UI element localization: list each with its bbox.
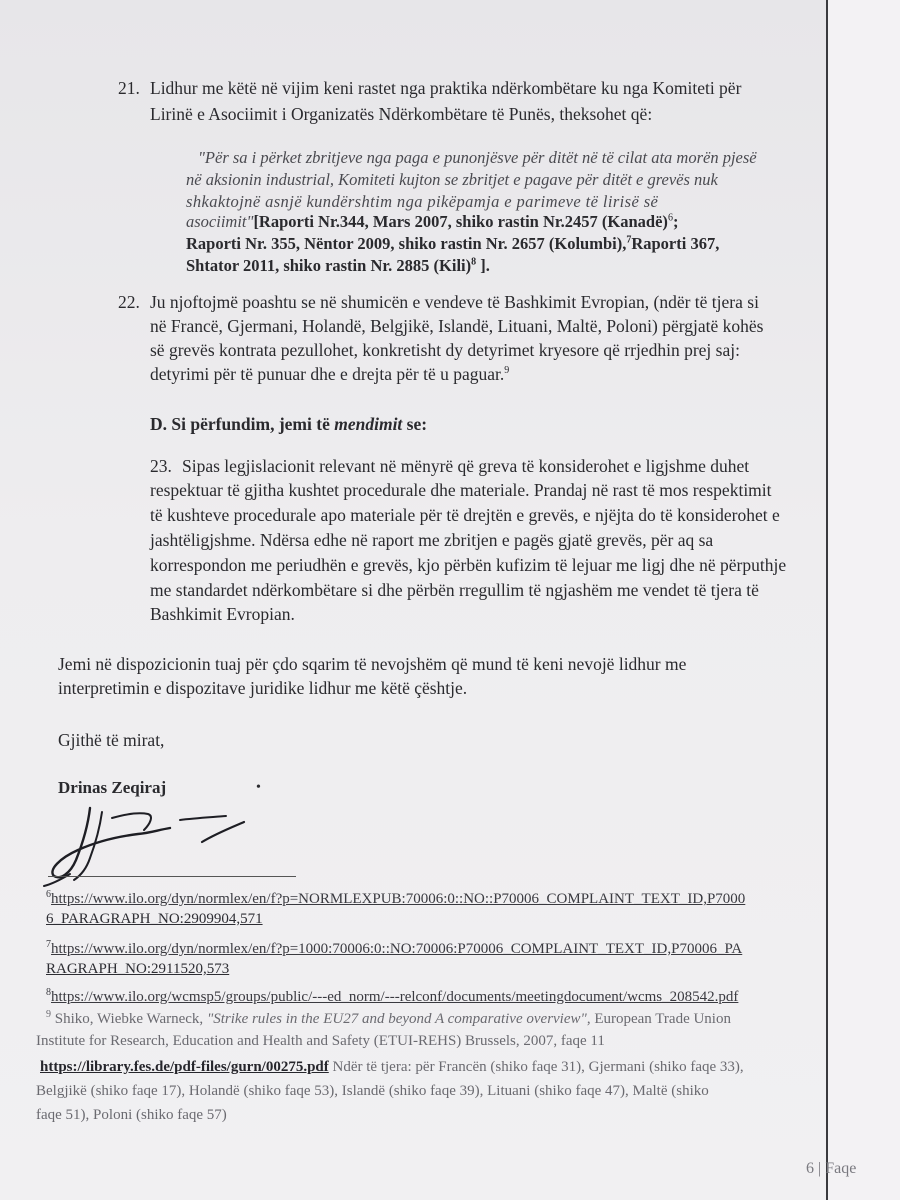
- conclusion-heading-prefix: D. Si përfundim, jemi të: [150, 414, 335, 434]
- paragraph-21-line-2: Lirinë e Asociimit i Organizatës Ndërkombëtare të Punës, theksohet që:: [150, 104, 653, 124]
- quote-line-5: [186, 234, 719, 254]
- footnote-9-marker: 9: [46, 1009, 51, 1020]
- footnote-7-line-2[interactable]: RAGRAPH_NO:2911520,573: [46, 961, 230, 977]
- paragraph-23-line-1: Sipas legjislacionit relevant në mënyrë që greva të konsiderohet e ligjshme duhet: [182, 456, 750, 476]
- dot-mark: •: [256, 780, 261, 795]
- quote-line-1: "Për sa i përket zbritjeve nga paga e punonjësve për ditët në të cilat ata morën pjesë: [198, 148, 757, 167]
- paragraph-23-line-7: Bashkimit Evropian.: [150, 604, 295, 624]
- footnote-7-marker: 7: [46, 939, 51, 950]
- paragraph-23-line-6: me standardet ndërkombëtare si dhe përbën rregullim të ngjashëm me vendet të tjera të: [150, 580, 759, 600]
- footnote-9-line-5: faqe 51), Poloni (shiko faqe 57): [36, 1107, 227, 1123]
- paragraph-23-line-4: jashtëligjshme. Ndërsa edhe në raport me zbritjen e pagës gjatë grevës, për aq sa: [150, 530, 714, 550]
- paragraph-23-line-3: të kushteve procedurale apo materiale për të drejtën e grevës, e njëjta do të konsiderohet e: [150, 505, 780, 525]
- footnote-6-marker: 6: [46, 889, 51, 900]
- footnote-9-link[interactable]: https://library.fes.de/pdf-files/gurn/00275.pdf: [40, 1059, 329, 1075]
- paragraph-22-line-4-text: detyrimi për të punuar dhe e drejta për të u paguar.: [150, 364, 505, 384]
- footnote-8-link[interactable]: https://www.ilo.org/wcmsp5/groups/public/---ed_norm/---relconf/documents/meetingdocument/wcms_208542.pdf: [51, 989, 739, 1005]
- footnote-ref-7[interactable]: 7: [626, 234, 632, 246]
- conclusion-heading: [150, 414, 427, 435]
- footnote-8-marker: 8: [46, 987, 51, 998]
- report-367-citation: Shtator 2011, shiko rastin Nr. 2885 (Kili): [186, 256, 472, 275]
- footnote-9-text: Shiko, Wiebke Warneck,: [51, 1011, 207, 1027]
- quote-line-4: [186, 212, 678, 232]
- page-number: 6 | Faqe: [806, 1160, 857, 1177]
- footnote-separator: [48, 876, 296, 877]
- footnote-ref-6[interactable]: 6: [667, 212, 673, 224]
- footnote-9-line-3: [40, 1058, 744, 1076]
- quote-line-6: [186, 256, 490, 276]
- quote-line-4-italic: asociimit": [186, 212, 254, 231]
- conclusion-heading-suffix: se:: [402, 414, 428, 434]
- footnote-7-line-1[interactable]: [46, 940, 742, 958]
- quote-line-4-end: ;: [672, 212, 679, 231]
- paragraph-21-line-1: Lidhur me këtë në vijim keni rastet nga praktika ndërkombëtare ku nga Komiteti për: [150, 78, 742, 98]
- report-344-citation: [Raporti Nr.344, Mars 2007, shiko rastin Nr.2457 (Kanadë): [253, 212, 668, 231]
- footnote-6-line-2[interactable]: 6_PARAGRAPH_NO:2909904,571: [46, 911, 263, 927]
- conclusion-heading-italic: mendimit: [334, 414, 403, 434]
- paragraph-22-line-3: së grevës kontrata pezullohet, konkretisht dy detyrimet kryesore që rrjedhin prej saj:: [150, 340, 740, 360]
- footnote-ref-9[interactable]: 9: [504, 365, 510, 377]
- quote-line-6-end: ].: [476, 256, 490, 275]
- footnote-8-line-1[interactable]: [46, 988, 738, 1006]
- footnote-9-line-3-text: Ndër të tjera: për Francën (shiko faqe 31), Gjermani (shiko faqe 33),: [328, 1059, 744, 1075]
- report-355-citation: Raporti Nr. 355, Nëntor 2009, shiko rastin Nr. 2657 (Kolumbi),: [186, 234, 627, 253]
- footnote-6-link[interactable]: https://www.ilo.org/dyn/normlex/en/f?p=NORMLEXPUB:70006:0::NO::P70006_COMPLAINT_TEXT_ID,P7000: [51, 891, 746, 907]
- report-367-start: Raporti 367,: [631, 234, 720, 253]
- regards-text: Gjithë të mirat,: [58, 730, 165, 750]
- closing-line-2: interpretimin e dispozitave juridike lidhur me këtë çështje.: [58, 678, 468, 698]
- footnote-6-line-1[interactable]: [46, 890, 745, 908]
- paragraph-23-line-2: respektuar të gjitha kushtet procedurale dhe materiale. Prandaj në rast të mos respektimit: [150, 480, 772, 500]
- closing-line-1: Jemi në dispozicionin tuaj për çdo sqarim të nevojshëm që mund të keni nevojë lidhur me: [58, 654, 687, 674]
- signatory-name: Drinas Zeqiraj: [58, 778, 167, 797]
- footnote-9-line-4: Belgjikë (shiko faqe 17), Holandë (shiko faqe 53), Islandë (shiko faqe 39), Lituani (shiko faqe 47), Maltë (shiko: [36, 1083, 709, 1099]
- quote-line-2: në aksionin industrial, Komiteti kujton se zbritjet e pagave për ditët e grevës nuk: [186, 170, 718, 189]
- paragraph-23-number: 23.: [150, 456, 172, 476]
- paragraph-21-number: 21.: [118, 78, 140, 98]
- footnote-ref-8[interactable]: 8: [471, 256, 477, 268]
- quote-line-3: shkaktojnë asnjë kundërshtim nga pikëpamja e parimeve të lirisë së: [186, 192, 659, 211]
- paragraph-23-line-5: korrespondon me periudhën e grevës, kjo përbën kufizim të lejuar me ligj dhe në përputhje: [150, 555, 787, 575]
- footnote-7-link[interactable]: https://www.ilo.org/dyn/normlex/en/f?p=1000:70006:0::NO:70006:P70006_COMPLAINT_TEXT_ID,P70006_PA: [51, 941, 743, 957]
- paragraph-22-number: 22.: [118, 292, 140, 312]
- footnote-9-line-1: [46, 1010, 731, 1028]
- paragraph-22-line-2: në Francë, Gjermani, Holandë, Belgjikë, Islandë, Lituani, Maltë, Poloni) përgjatë kohës: [150, 316, 764, 336]
- footnote-9-publisher: , European Trade Union: [586, 1011, 731, 1027]
- paragraph-22-line-4: [150, 364, 509, 384]
- paragraph-22-line-1: Ju njoftojmë poashtu se në shumicën e vendeve të Bashkimit Evropian, (ndër të tjera si: [150, 292, 759, 312]
- footnote-9-line-2: Institute for Research, Education and Health and Safety (ETUI-REHS) Brussels, 2007, faqe 11: [36, 1033, 605, 1049]
- footnote-9-title: "Strike rules in the EU27 and beyond A comparative overview": [206, 1011, 587, 1027]
